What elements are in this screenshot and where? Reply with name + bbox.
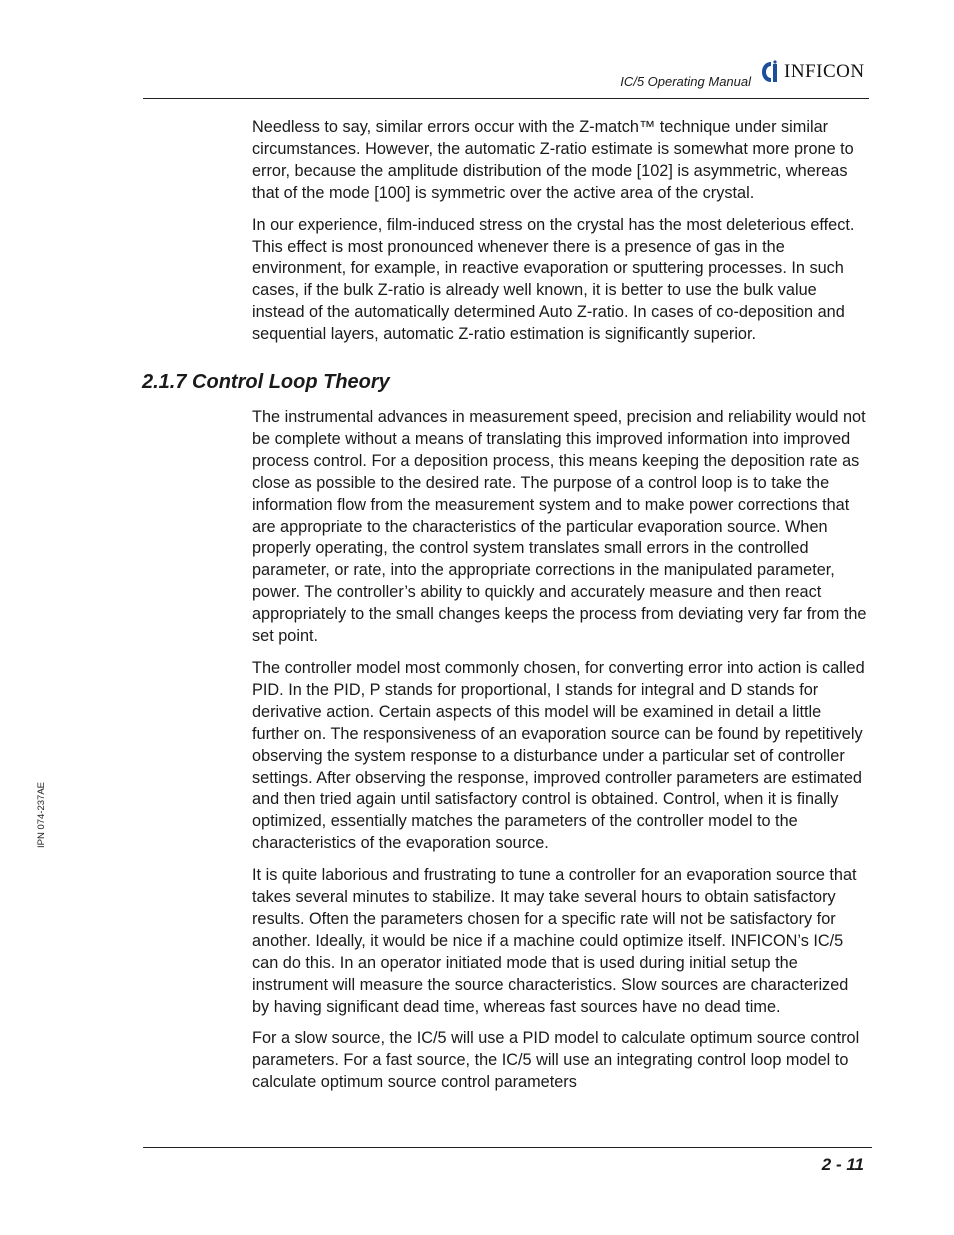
paragraph: In our experience, film-induced stress on the crystal has the most deleterious effect. This effect is most pronounced whenever there is a presence of gas in the environment, for example, in reactive evaporation or sputtering processes. In such cases, if the bulk Z-ratio is already well known, it is better to use the bulk value instead of the automatically determined Auto Z-ratio. In cases of co-deposition and sequential layers, automatic Z-ratio estimation is significantly superior. bbox=[252, 215, 855, 344]
paragraph: For a slow source, the IC/5 will use a PID model to calculate optimum source control parameters. For a fast source, the IC/5 will use an integrating control loop model to calculate optimum source control parameters bbox=[252, 1029, 860, 1092]
footer-divider bbox=[143, 1147, 872, 1148]
inficon-logo bbox=[760, 59, 874, 85]
inficon-logo-mark-icon bbox=[760, 60, 782, 84]
inficon-logo-text: INFICON bbox=[784, 61, 865, 82]
section-text bbox=[252, 407, 868, 1104]
paragraph: Needless to say, similar errors occur with the Z-match™ technique under similar circumstances. However, the automatic Z-ratio estimate is somewhat more prone to error, because the amplitude distribution of the mode [102] is asymmetric, whereas that of the mode [100] is symmetric over the active area of the crystal. bbox=[252, 118, 854, 202]
manual-title: IC/5 Operating Manual bbox=[620, 74, 751, 89]
paragraph: It is quite laborious and frustrating to tune a controller for an evaporation source that takes several minutes to stabilize. It may take several hours to obtain satisfactory results. Often the parameters chosen for a specific rate will not be satisfactory for another. Ideally, it would be nice if a machine could optimize itself. INFICON’s IC/5 can do this. In an operator initiated mode that is used during initial setup the instrument will measure the source characteristics. Slow sources are characterized by having significant dead time, whereas fast sources have no dead time. bbox=[252, 866, 857, 1016]
paragraph: The controller model most commonly chosen, for converting error into action is called PID. In the PID, P stands for proportional, I stands for integral and D stands for derivative action. Certain aspects of this model will be examined in detail a little further on. The responsiveness of an evaporation source can be found by repetitively observing the system response to a disturbance under a particular set of controller settings. After observing the response, improved controller parameters are estimated and then tried again until satisfactory control is obtained. Control, when it is finally optimized, essentially matches the parameters of the controller model to the characteristics of the evaporation source. bbox=[252, 658, 865, 853]
intro-text bbox=[252, 117, 868, 356]
document-ipn-label: IPN 074-237AE bbox=[36, 781, 47, 848]
section-heading: 2.1.7 Control Loop Theory bbox=[142, 371, 390, 393]
paragraph: The instrumental advances in measurement speed, precision and reliability would not be complete without a means of translating this improved information into improved process control. For a deposition process, this means keeping the deposition rate as close as possible to the desired rate. The purpose of a control loop is to take the information flow from the measurement system and to make power corrections that are appropriate to the characteristics of the particular evaporation source. When properly operating, the control system translates small errors in the controlled parameter, or rate, into the appropriate corrections in the manipulated parameter, power. The controller’s ability to quickly and accurately measure and then react appropriately to the small changes keeps the process from deviating very far from the set point. bbox=[252, 408, 867, 646]
header-divider bbox=[143, 98, 869, 99]
page-number: 2 - 11 bbox=[821, 1155, 864, 1174]
